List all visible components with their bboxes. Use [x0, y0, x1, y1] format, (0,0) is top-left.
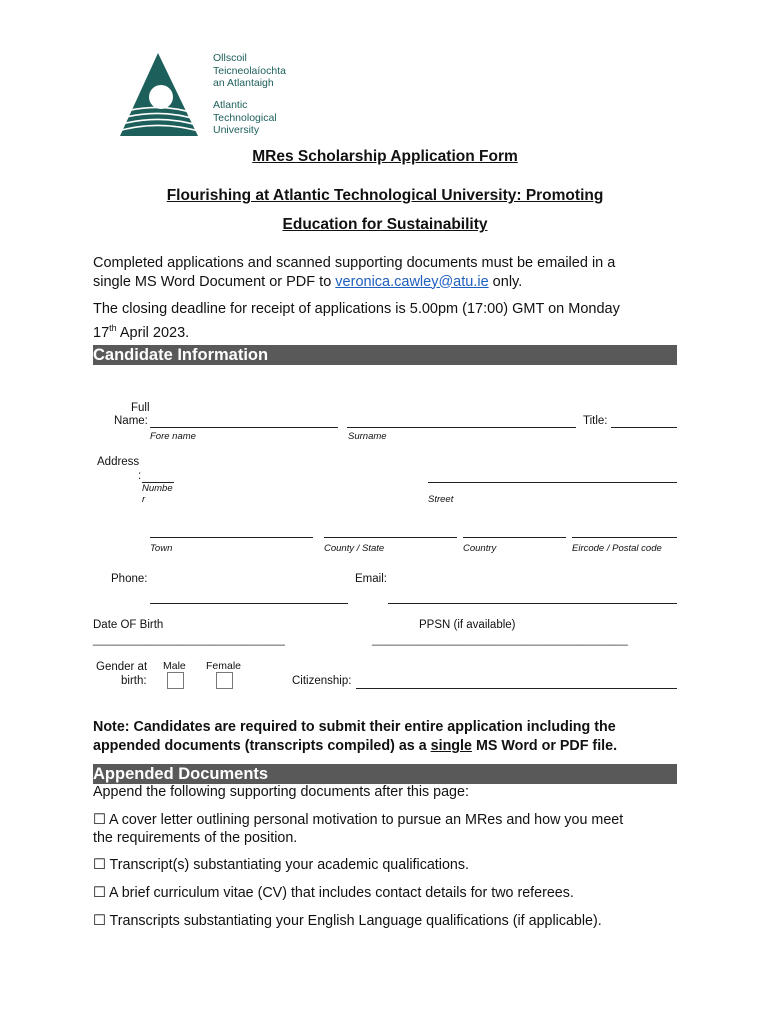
appended-intro: Append the following supporting documents after this page:	[93, 784, 469, 800]
logo-irish-line-1: Ollscoil	[213, 52, 247, 64]
logo-english-line-2: Technological	[213, 111, 277, 124]
note-line-1: Note: Candidates are required to submit their entire application including the	[93, 719, 616, 735]
town-field[interactable]	[150, 537, 313, 538]
logo-mark-icon	[118, 50, 208, 140]
checkbox-icon[interactable]: ☐	[93, 913, 106, 929]
county-caption: County / State	[324, 543, 385, 554]
gender-label-2: birth:	[121, 675, 147, 687]
appended-item-cv: ☐ A brief curriculum vitae (CV) that includes contact details for two referees.	[93, 885, 574, 901]
note-line-2: appended documents (transcripts compiled) as a single MS Word or PDF file.	[93, 738, 618, 754]
title-field[interactable]	[611, 427, 677, 428]
male-checkbox[interactable]	[167, 672, 184, 689]
appended-item-cover-letter: ☐ A cover letter outlining personal motivation to pursue an MRes and how you meet the requirements of the position.	[93, 812, 624, 846]
address-label: Address	[97, 456, 140, 468]
forename-caption: Fore name	[150, 431, 196, 442]
email-label: Email:	[355, 573, 387, 585]
phone-field[interactable]	[150, 603, 348, 604]
intro-paragraph	[93, 254, 683, 291]
street-field[interactable]	[428, 482, 677, 483]
intro-line-2: single MS Word Document or PDF to veronica.cawley@atu.ie only.	[93, 273, 523, 290]
eircode-caption: Eircode / Postal code	[572, 543, 662, 554]
subtitle-line-2: Education for Sustainability	[282, 216, 488, 233]
female-label: Female	[206, 660, 242, 672]
country-field[interactable]	[463, 537, 566, 538]
deadline-line-1: The closing deadline for receipt of applications is 5.00pm (17:00) GMT on Monday	[93, 301, 620, 317]
number-caption-1: Numbe	[142, 483, 173, 494]
logo-irish-line-2: Teicneolaíochta	[213, 64, 286, 77]
dob-label: Date OF Birth	[93, 619, 164, 631]
checkbox-icon[interactable]: ☐	[93, 885, 106, 901]
ppsn-label: PPSN (if available)	[419, 619, 516, 631]
checkbox-icon[interactable]: ☐	[93, 812, 106, 828]
surname-caption: Surname	[348, 431, 387, 442]
phone-label: Phone:	[111, 573, 148, 585]
deadline-line-2: 17th April 2023.	[93, 322, 190, 341]
checkbox-icon[interactable]: ☐	[93, 857, 106, 873]
county-field[interactable]	[324, 537, 457, 538]
full-name-label-2: Name:	[114, 415, 148, 427]
male-label: Male	[163, 660, 186, 672]
deadline-paragraph	[93, 300, 683, 342]
logo-english-line-3: University	[213, 124, 260, 136]
title-label: Title:	[583, 415, 608, 427]
gender-label-1: Gender at	[96, 661, 148, 673]
surname-field[interactable]	[347, 427, 576, 428]
university-logo	[118, 50, 298, 140]
subtitle-line-1: Flourishing at Atlantic Technological University: Promoting	[166, 187, 604, 204]
note-paragraph	[93, 718, 683, 756]
logo-english-line-1: Atlantic	[213, 99, 248, 111]
appended-section-header: Appended Documents	[93, 764, 677, 784]
appended-item-english: ☐ Transcripts substantiating your English Language qualifications (if applicable).	[93, 913, 602, 929]
ppsn-field[interactable]: ________________________________________	[372, 634, 628, 646]
email-link[interactable]: veronica.cawley@atu.ie	[335, 273, 489, 290]
country-caption: Country	[463, 543, 497, 554]
number-caption-2: r	[142, 494, 146, 505]
female-checkbox[interactable]	[216, 672, 233, 689]
candidate-section-header: Candidate Information	[93, 345, 677, 365]
citizenship-field[interactable]	[356, 688, 677, 689]
logo-irish-line-3: an Atlantaigh	[213, 77, 274, 89]
email-field[interactable]	[388, 603, 677, 604]
street-caption: Street	[428, 494, 454, 505]
form-title: MRes Scholarship Application Form	[252, 148, 518, 165]
forename-field[interactable]	[150, 427, 338, 428]
full-name-label-1: Full	[131, 402, 150, 414]
address-colon: :	[138, 470, 142, 482]
dob-field[interactable]: ______________________________	[93, 634, 285, 646]
town-caption: Town	[150, 543, 173, 554]
appended-item-transcripts: ☐ Transcript(s) substantiating your academic qualifications.	[93, 857, 469, 873]
eircode-field[interactable]	[572, 537, 677, 538]
citizenship-label: Citizenship:	[292, 675, 352, 687]
intro-line-1: Completed applications and scanned supporting documents must be emailed in a	[93, 255, 616, 271]
